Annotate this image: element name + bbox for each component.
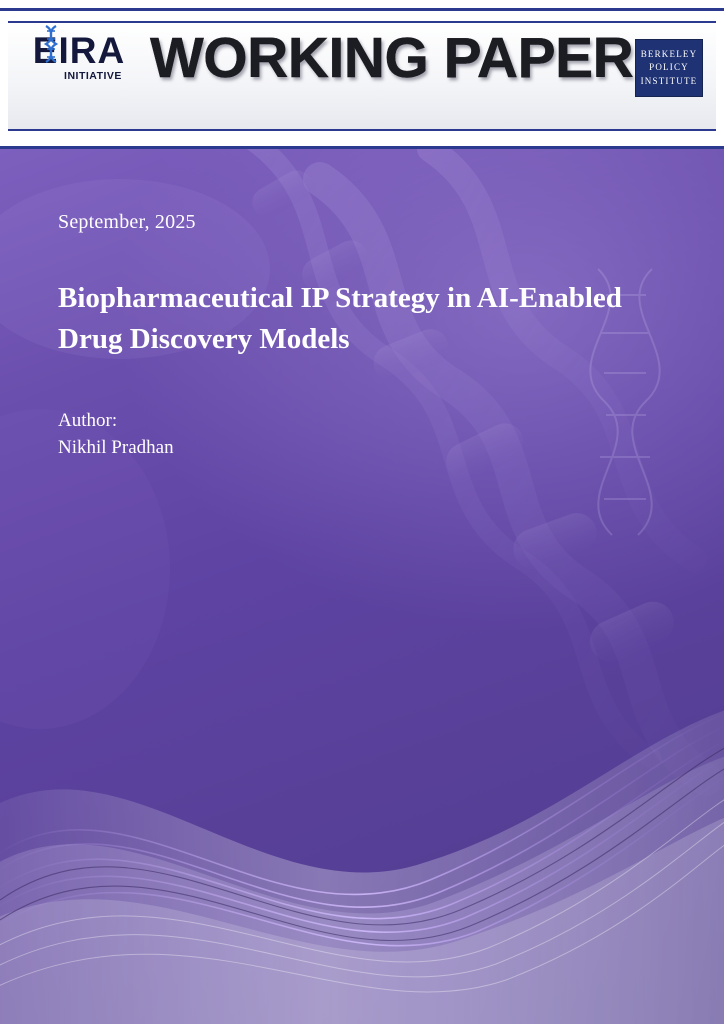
author-label: Author: [58,410,118,432]
paper-title: Biopharmaceutical IP Strategy in AI-Enabled Drug Discovery Models [58,282,622,356]
institute-line-1: BERKELEY [640,49,698,60]
eira-logo-wordmark: EIRA [32,30,126,71]
wave-ribbon-art [0,664,724,1024]
institute-line-2: POLICY [649,62,689,73]
header-rule-top [0,8,724,11]
dna-helix-icon [43,24,59,64]
cover-artwork-panel [0,149,724,1024]
document-type-title: WORKING PAPER [150,26,634,90]
document-header [0,0,724,152]
eira-logo-subtitle: INITIATIVE [64,70,122,82]
berkeley-policy-institute-logo [636,40,702,96]
author-name: Nikhil Pradhan [58,437,174,459]
publication-date: September, 2025 [58,211,196,233]
eira-logo [14,26,144,88]
cover-text-block [58,211,658,459]
institute-line-3: INSTITUTE [640,75,698,86]
